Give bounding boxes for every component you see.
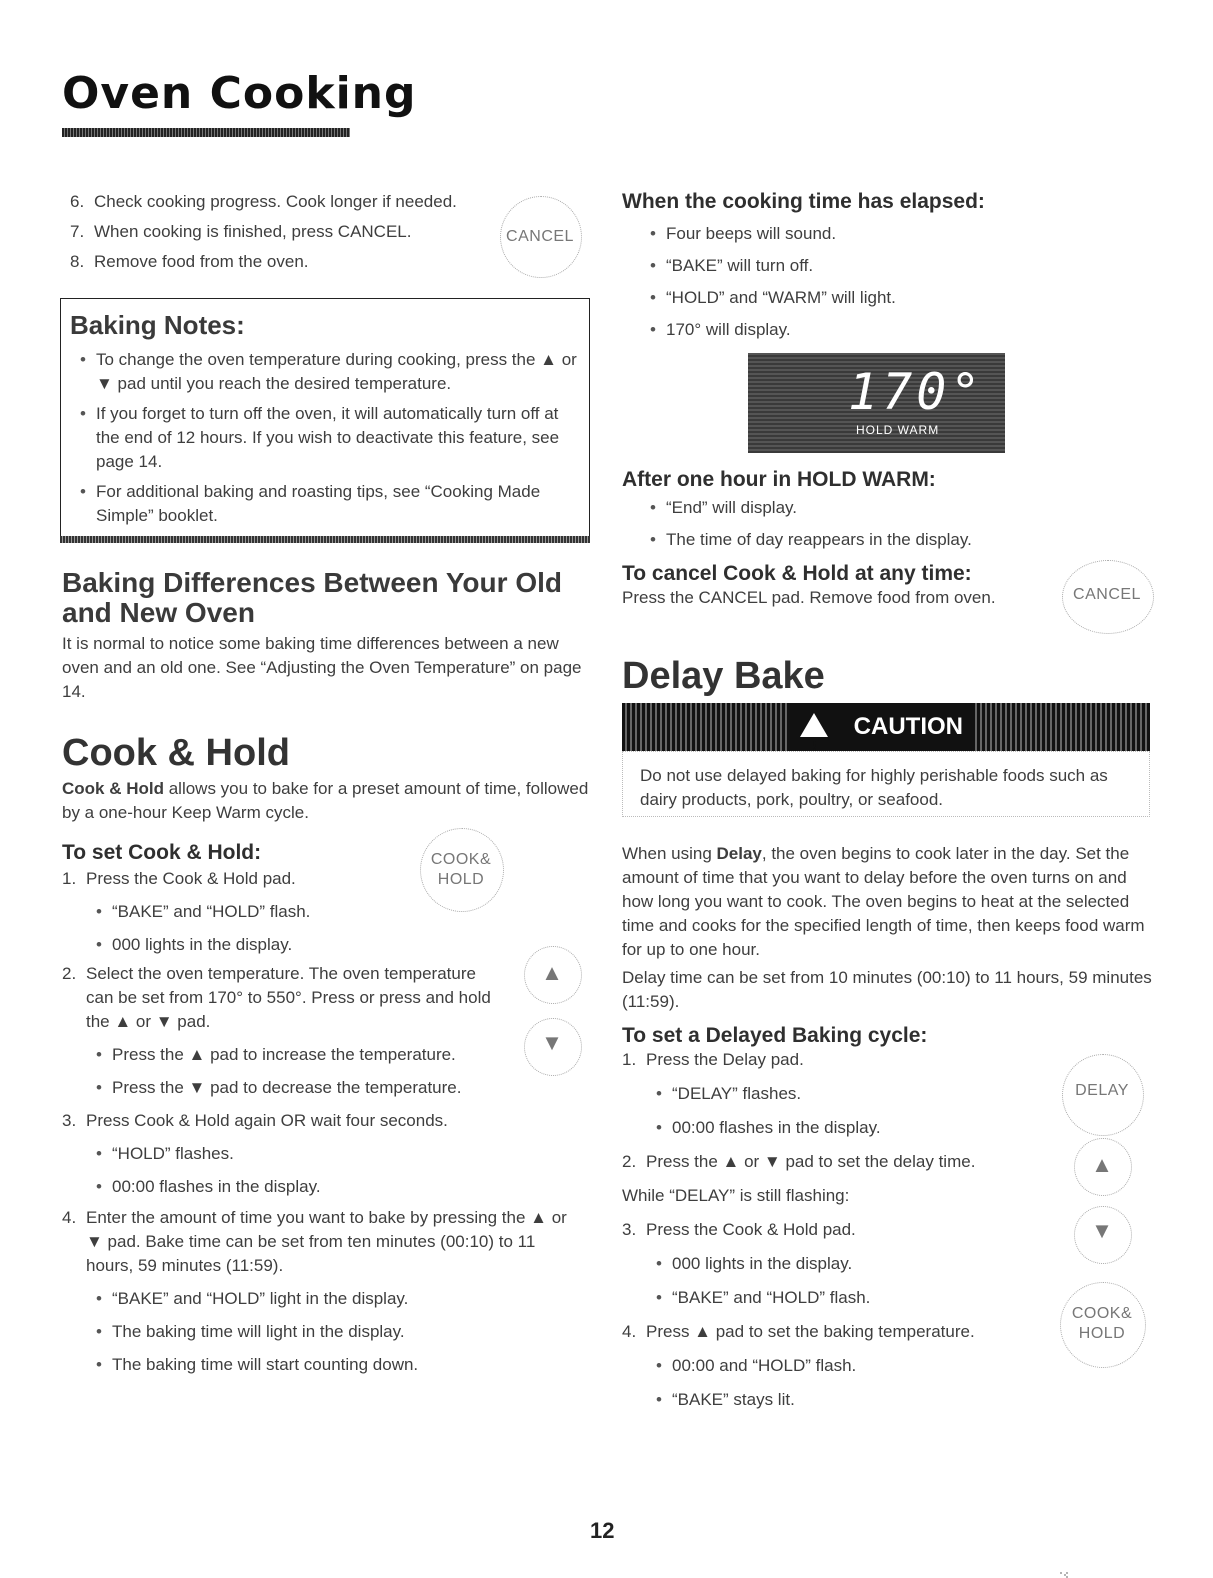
oven-display xyxy=(748,353,1005,453)
note-item: • For additional baking and roasting tips, see “Cooking Made Simple” booklet. xyxy=(80,482,541,525)
spacer-4 xyxy=(1060,1572,1062,1574)
note-item: • If you forget to turn off the oven, it will automatically turn off at the end of 12 hours. If you wish to deactivate this feature, see page 14. xyxy=(80,404,560,471)
elapsed-section xyxy=(622,190,1162,342)
down-arrow-icon-2: ▼ xyxy=(1091,1218,1113,1243)
list-item: • 00:00 and “HOLD” flash. xyxy=(656,1356,857,1375)
list-item: • “BAKE” and “HOLD” flash. xyxy=(96,902,311,921)
list-item: • “End” will display. xyxy=(650,498,798,517)
delay-intro: When using Delay, the oven begins to cook later in the day. Set the amount of time that you want to delay before the oven turns on and how long you want to cook. The oven begins to heat at the selected time and cooks for the specified length of time, then keeps food warm for up to one hour. xyxy=(622,844,1145,959)
step-7: 7. When cooking is finished, press CANCEL. xyxy=(70,222,412,241)
list-item: • “BAKE” stays lit. xyxy=(656,1390,795,1409)
exclamation-icon: ! xyxy=(812,737,817,753)
list-item: • Press the ▲ pad to increase the temperature. xyxy=(96,1045,456,1064)
baking-notes xyxy=(70,310,580,528)
list-item: • The time of day reappears in the display. xyxy=(650,530,972,549)
after-hour-heading: After one hour in HOLD WARM: xyxy=(622,468,936,491)
list-item: • 00:00 flashes in the display. xyxy=(656,1118,881,1137)
up-arrow-icon-2: ▲ xyxy=(1091,1152,1113,1177)
cook-hold-button-label: COOK& HOLD xyxy=(430,851,492,888)
caution-label: ! CAUTION xyxy=(790,703,975,751)
list-item: • 000 lights in the display. xyxy=(96,935,293,954)
cook-hold-heading: Cook & Hold xyxy=(62,732,290,774)
cook-hold-steps-2-4 xyxy=(62,962,522,1199)
cook-hold-subheading: To set Cook & Hold: xyxy=(62,841,262,864)
down-arrow-icon: ▼ xyxy=(541,1030,563,1055)
elapsed-heading: When the cooking time has elapsed: xyxy=(622,190,985,213)
delay-bake-heading: Delay Bake xyxy=(622,655,825,697)
step-6: 6. Check cooking progress. Cook longer if needed. xyxy=(70,192,457,211)
list-item: • “HOLD” flashes. xyxy=(96,1144,234,1163)
list-item: • “BAKE” and “HOLD” flash. xyxy=(656,1288,871,1307)
cancel-any-section xyxy=(622,562,1052,610)
delay-step-3: 3. Press the Cook & Hold pad. xyxy=(622,1220,856,1239)
differences-text: It is normal to notice some baking time differences between a new oven and an old one. See “Adjusting the Oven Temperature” on page 14. xyxy=(62,634,582,701)
caution-banner xyxy=(622,703,1150,751)
differences-heading: Baking Differences Between Your Old and New Oven xyxy=(62,567,562,628)
page-title: Oven Cooking xyxy=(62,68,417,119)
after-hour-section xyxy=(622,468,1162,552)
list-item: • Four beeps will sound. xyxy=(650,224,837,243)
list-item: • “DELAY” flashes. xyxy=(656,1084,802,1103)
steps-top xyxy=(70,190,510,274)
list-item: • The baking time will start counting down. xyxy=(96,1355,419,1374)
delay-step-4: 4. Press ▲ pad to set the baking temperature. xyxy=(622,1322,975,1341)
list-item: • 170° will display. xyxy=(650,320,791,339)
cancel-any-heading: To cancel Cook & Hold at any time: xyxy=(622,562,972,585)
note-item: • To change the oven temperature during cooking, press the ▲ or ▼ pad until you reach the desired temperature. xyxy=(80,350,577,393)
list-item: • Press the ▼ pad to decrease the temperature. xyxy=(96,1078,462,1097)
cook-hold-step-2: 2. Select the oven temperature. The oven temperature can be set from 170° to 550°. Press or press and hold the ▲ or ▼ pad. xyxy=(62,964,491,1031)
cancel-button-label-2: CANCEL xyxy=(1073,586,1141,603)
title-underline xyxy=(62,128,350,137)
cook-hold-step-4-block xyxy=(62,1206,592,1377)
cook-hold-intro: Cook & Hold allows you to bake for a preset amount of time, followed by a one-hour Keep Warm cycle. xyxy=(62,779,589,822)
list-item: • “BAKE” will turn off. xyxy=(650,256,814,275)
delay-range: Delay time can be set from 10 minutes (00:10) to 11 hours, 59 minutes (11:59). xyxy=(622,968,1152,1011)
delay-steps xyxy=(622,1024,1052,1412)
spacer-3 xyxy=(1066,1572,1068,1574)
list-item: • 00:00 flashes in the display. xyxy=(96,1177,321,1196)
display-temperature: 170° xyxy=(848,363,985,421)
delay-step-1: 1. Press the Delay pad. xyxy=(622,1050,804,1069)
baking-notes-rule xyxy=(60,536,590,543)
list-item: • “HOLD” and “WARM” will light. xyxy=(650,288,896,307)
spacer-2 xyxy=(1064,1574,1066,1576)
cancel-any-text: Press the CANCEL pad. Remove food from oven. xyxy=(622,588,996,607)
list-item: • 000 lights in the display. xyxy=(656,1254,853,1273)
list-item: • The baking time will light in the display. xyxy=(96,1322,405,1341)
delay-button-label: DELAY xyxy=(1075,1082,1129,1099)
cook-hold-step-1: 1. Press the Cook & Hold pad. xyxy=(62,869,296,888)
baking-differences xyxy=(62,568,592,704)
cancel-button-label: CANCEL xyxy=(506,228,574,245)
page-number: 12 xyxy=(590,1518,615,1543)
step-8: 8. Remove food from the oven. xyxy=(70,252,309,271)
delay-step-2: 2. Press the ▲ or ▼ pad to set the delay time. xyxy=(622,1152,976,1171)
baking-notes-heading: Baking Notes: xyxy=(70,310,245,340)
list-item: • “BAKE” and “HOLD” light in the display. xyxy=(96,1289,409,1308)
display-indicator: HOLD WARM xyxy=(856,423,940,437)
delay-subheading: To set a Delayed Baking cycle: xyxy=(622,1024,928,1047)
caution-text: Do not use delayed baking for highly perishable foods such as dairy products, pork, poultry, or seafood. xyxy=(640,766,1108,809)
delay-while-text: While “DELAY” is still flashing: xyxy=(622,1186,850,1205)
cook-hold-section xyxy=(62,733,592,957)
cook-hold-step-4: 4. Enter the amount of time you want to bake by pressing the ▲ or ▼ pad. Bake time can be set from ten minutes (00:10) to 11 hours, 59 minutes (11:59). xyxy=(62,1208,567,1275)
cook-hold-step-3: 3. Press Cook & Hold again OR wait four seconds. xyxy=(62,1111,448,1130)
cook-hold-button-label-2: COOK& HOLD xyxy=(1071,1305,1133,1342)
up-arrow-icon: ▲ xyxy=(541,960,563,985)
